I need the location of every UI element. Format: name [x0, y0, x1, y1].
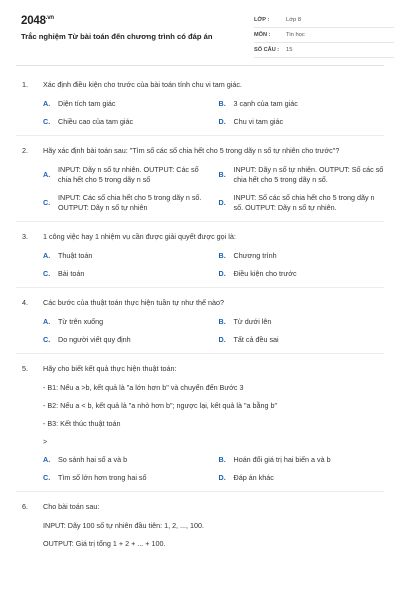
question-number: 5.: [22, 364, 28, 373]
option-letter: C.: [43, 198, 51, 207]
option-letter: B.: [218, 99, 226, 108]
option-letter: D.: [218, 335, 226, 344]
question-detail-line: OUTPUT: Giá trị tổng 1 + 2 + ... + 100.: [43, 539, 166, 548]
option-letter: B.: [218, 170, 226, 179]
option-letter: D.: [218, 198, 226, 207]
option-text: Chiều cao của tam giác: [58, 117, 134, 126]
question-text: Cho bài toán sau:: [43, 502, 100, 511]
answer-option[interactable]: [219, 269, 385, 279]
question-text: Hãy cho biết kết quả thực hiện thuật toán:: [43, 364, 177, 373]
answer-options: [22, 165, 384, 213]
option-letter: A.: [43, 455, 51, 464]
question-4: [16, 298, 384, 354]
logo-suffix: .vn: [45, 15, 54, 22]
answer-option[interactable]: [219, 455, 385, 465]
answer-option[interactable]: [43, 317, 209, 327]
option-letter: D.: [218, 117, 226, 126]
question-header: [22, 146, 384, 156]
question-2: [16, 146, 384, 222]
question-header: [22, 298, 384, 308]
question-detail: [22, 521, 384, 549]
option-text: Từ trên xuống: [58, 317, 104, 326]
option-letter: C.: [43, 269, 51, 278]
option-text: Tất cả đều sai: [233, 335, 279, 344]
answer-option[interactable]: [43, 455, 209, 465]
option-text: Tìm số lớn hơn trong hai số: [58, 473, 147, 482]
question-detail-line: INPUT: Dãy 100 số tự nhiên đầu tiên: 1, 2, ..., 100.: [43, 521, 205, 530]
option-letter: B.: [218, 455, 226, 464]
question-number: 2.: [22, 146, 28, 155]
meta-key: MÔN :: [254, 32, 271, 38]
exam-meta: [254, 13, 394, 58]
answer-options: [22, 251, 384, 279]
question-text: Xác định điều kiện cho trước của bài toán tính chu vi tam giác.: [43, 80, 242, 89]
option-letter: C.: [43, 335, 51, 344]
question-1: [16, 80, 384, 136]
option-text: Chương trình: [233, 251, 277, 260]
answer-option[interactable]: [219, 335, 385, 345]
option-letter: A.: [43, 317, 51, 326]
option-letter: C.: [43, 117, 51, 126]
question-text: Hãy xác định bài toán sau: "Tìm số các số chia hết cho 5 trong dãy n số tự nhiên cho trước"?: [43, 146, 340, 155]
option-letter: B.: [218, 251, 226, 260]
meta-row-count: [254, 43, 394, 58]
answer-option[interactable]: [43, 269, 209, 279]
option-text: Đáp án khác: [233, 473, 274, 482]
answer-option[interactable]: [219, 99, 385, 109]
option-text: INPUT: Dãy n số tự nhiên. OUTPUT: Các số chia hết cho 5 trong dãy n số: [58, 165, 199, 184]
answer-option[interactable]: [43, 193, 209, 213]
option-letter: B.: [218, 317, 226, 326]
meta-value: Tin học: [286, 32, 305, 38]
question-number: 4.: [22, 298, 28, 307]
site-logo[interactable]: [21, 15, 54, 27]
question-number: 3.: [22, 232, 28, 241]
answer-option[interactable]: [219, 165, 385, 185]
meta-key: LỚP :: [254, 17, 270, 23]
answer-option[interactable]: [219, 473, 385, 483]
answer-option[interactable]: [43, 165, 209, 185]
question-text: Các bước của thuật toán thực hiện tuần tự như thế nào?: [43, 298, 225, 307]
meta-row-subject: [254, 28, 394, 43]
page-title: Trắc nghiệm Từ bài toán đến chương trình có đáp án: [21, 32, 213, 41]
meta-row-class: [254, 13, 394, 28]
answer-options: [22, 99, 384, 127]
answer-option[interactable]: [219, 193, 385, 213]
option-text: Chu vi tam giác: [233, 117, 284, 126]
option-letter: C.: [43, 473, 51, 482]
question-3: [16, 232, 384, 288]
question-5: [16, 364, 384, 492]
question-detail-line: - B2: Nếu a < b, kết quả là "a nhỏ hơn b"; ngược lại, kết quả là "a bằng b": [43, 401, 278, 410]
question-number: 6.: [22, 502, 28, 511]
option-letter: A.: [43, 170, 51, 179]
question-detail-line: - B3: Kết thúc thuật toán: [43, 419, 121, 428]
question-6: [16, 502, 384, 565]
option-text: INPUT: Dãy n số tự nhiên. OUTPUT: Số các số chia hết cho 5 trong dãy n số.: [233, 165, 384, 184]
option-text: 3 cạnh của tam giác: [233, 99, 298, 108]
question-header: [22, 364, 384, 374]
option-text: Thuật toán: [58, 251, 93, 260]
question-header: [22, 232, 384, 242]
question-detail-line: - B1: Nếu a >b, kết quả là "a lớn hơn b" và chuyển đến Bước 3: [43, 383, 244, 392]
answer-option[interactable]: [43, 251, 209, 261]
answer-option[interactable]: [219, 317, 385, 327]
question-text: 1 công việc hay 1 nhiệm vụ cần được giải quyết được gọi là:: [43, 232, 236, 241]
option-text: Từ dưới lên: [233, 317, 272, 326]
question-number: 1.: [22, 80, 28, 89]
meta-value: Lớp 8: [286, 17, 302, 23]
question-list: [16, 66, 384, 565]
answer-option[interactable]: [219, 117, 385, 127]
option-letter: A.: [43, 251, 51, 260]
option-letter: D.: [218, 473, 226, 482]
meta-value: 15: [286, 47, 293, 53]
option-text: INPUT: Số các số chia hết cho 5 trong dãy n số. OUTPUT: Dãy n số tự nhiên.: [233, 193, 375, 212]
answer-options: [22, 317, 384, 345]
question-header: [22, 80, 384, 90]
answer-options: [22, 455, 384, 483]
option-text: Hoán đổi giá trị hai biến a và b: [233, 455, 331, 464]
option-text: So sánh hai số a và b: [58, 455, 128, 464]
answer-option[interactable]: [43, 117, 209, 127]
option-text: Do người viết quy định: [58, 335, 131, 344]
option-letter: D.: [218, 269, 226, 278]
question-detail-line: >: [43, 437, 48, 446]
option-text: INPUT: Các số chia hết cho 5 trong dãy n số. OUTPUT: Dãy n số tự nhiên: [58, 193, 202, 212]
answer-option[interactable]: [43, 99, 209, 109]
option-text: Diện tích tam giác: [58, 99, 116, 108]
meta-key: SỐ CÂU :: [254, 47, 280, 53]
option-letter: A.: [43, 99, 51, 108]
answer-option[interactable]: [43, 335, 209, 345]
question-header: [22, 502, 384, 512]
answer-option[interactable]: [43, 473, 209, 483]
answer-option[interactable]: [219, 251, 385, 261]
logo-main: 2048: [21, 15, 46, 27]
page-header: [16, 0, 384, 66]
option-text: Bài toán: [58, 269, 85, 278]
option-text: Điều kiện cho trước: [233, 269, 297, 278]
question-detail: [22, 383, 384, 447]
